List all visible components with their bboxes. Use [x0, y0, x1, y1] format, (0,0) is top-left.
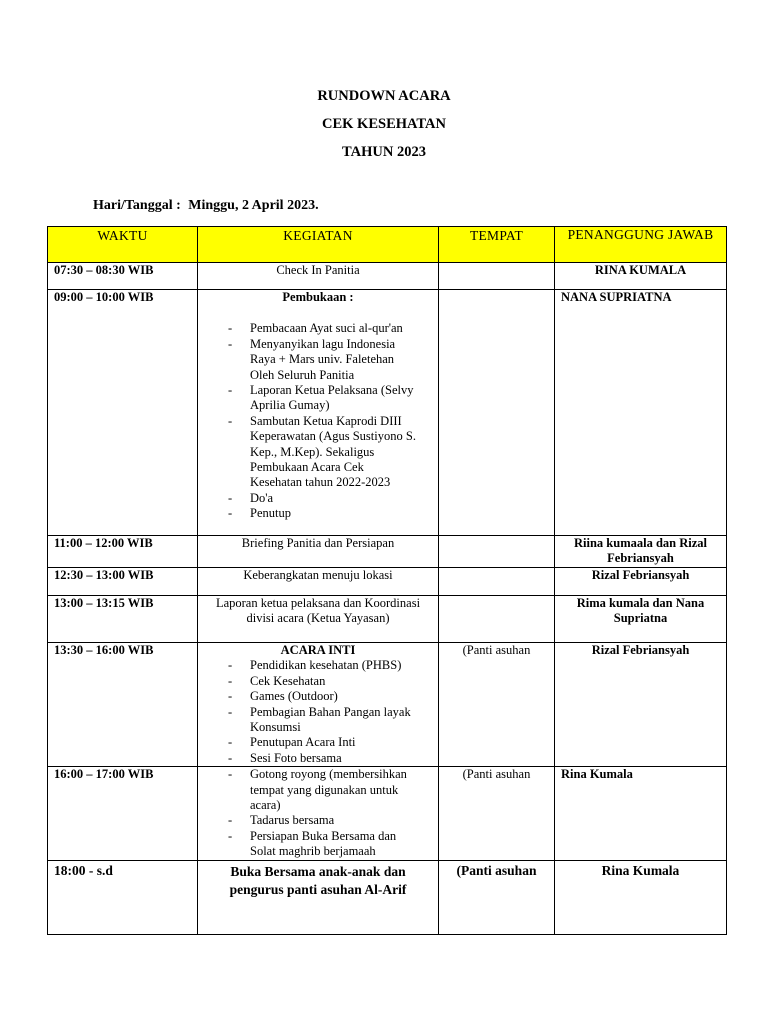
date-value: Minggu, 2 April 2023. — [188, 198, 319, 213]
list-item: - Tadarus bersama — [204, 813, 432, 828]
list-item: - Penutupan Acara Inti — [204, 735, 432, 750]
list-item: - Persiapan Buka Bersama dan Solat maghrib berjamaah — [204, 829, 432, 860]
list-item: - Sesi Foto bersama — [204, 751, 432, 766]
title-line-3: TAHUN 2023 — [342, 144, 426, 160]
header-tempat: TEMPAT — [439, 227, 555, 263]
header-penanggung-jawab: PENANGGUNG JAWAB — [555, 227, 727, 263]
activity-list — [204, 321, 432, 521]
activity-list — [204, 658, 432, 766]
list-item: - Penutup — [204, 506, 432, 521]
activity-list — [204, 767, 432, 859]
time-cell: 11:00 – 12:00 WIB — [48, 536, 198, 568]
place-cell — [439, 290, 555, 536]
list-item: - Pembacaan Ayat suci al-qur'an — [204, 321, 432, 336]
activity-cell: Keberangkatan menuju lokasi — [198, 568, 439, 596]
pic-cell: Rima kumala dan Nana Supriatna — [555, 596, 727, 643]
activity-cell — [198, 767, 439, 860]
date-label: Hari/Tanggal : — [93, 198, 181, 213]
pic-cell: RINA KUMALA — [555, 263, 727, 290]
list-item: - Cek Kesehatan — [204, 674, 432, 689]
list-item: - Games (Outdoor) — [204, 689, 432, 704]
pic-cell: Rina Kumala — [555, 767, 727, 860]
activity-title: Pembukaan : — [282, 290, 354, 304]
place-cell — [439, 596, 555, 643]
activity-cell: Check In Panitia — [198, 263, 439, 290]
date-line — [93, 198, 319, 214]
activity-cell: Briefing Panitia dan Persiapan — [198, 536, 439, 568]
header-kegiatan: KEGIATAN — [198, 227, 439, 263]
time-cell: 18:00 - s.d — [48, 860, 198, 934]
header-waktu: WAKTU — [48, 227, 198, 263]
place-cell: (Panti asuhan — [439, 643, 555, 767]
list-item: - Laporan Ketua Pelaksana (Selvy Aprilia Gumay) — [204, 383, 432, 414]
title-line-1: RUNDOWN ACARA — [317, 88, 451, 104]
activity-title: ACARA INTI — [280, 643, 356, 657]
pic-cell: NANA SUPRIATNA — [555, 290, 727, 536]
table-row — [48, 860, 727, 934]
activity-cell — [198, 643, 439, 767]
table-row — [48, 568, 727, 596]
place-cell: (Panti asuhan — [439, 767, 555, 860]
table-row — [48, 596, 727, 643]
time-cell: 12:30 – 13:00 WIB — [48, 568, 198, 596]
place-cell — [439, 263, 555, 290]
table-row — [48, 536, 727, 568]
time-cell: 16:00 – 17:00 WIB — [48, 767, 198, 860]
pic-cell: Rizal Febriansyah — [555, 643, 727, 767]
place-cell: (Panti asuhan — [439, 860, 555, 934]
document-title — [0, 86, 768, 170]
activity-cell: Buka Bersama anak-anak dan pengurus panti asuhan Al-Arif — [198, 860, 439, 934]
place-cell — [439, 568, 555, 596]
time-cell: 13:30 – 16:00 WIB — [48, 643, 198, 767]
activity-cell — [198, 290, 439, 536]
table-row — [48, 263, 727, 290]
table-row — [48, 767, 727, 860]
rundown-table — [47, 226, 727, 935]
table-header-row — [48, 227, 727, 263]
list-item: - Pembagian Bahan Pangan layak Konsumsi — [204, 705, 432, 736]
pic-cell: Riina kumaala dan Rizal Febriansyah — [555, 536, 727, 568]
title-line-2: CEK KESEHATAN — [322, 116, 446, 132]
pic-cell: Rizal Febriansyah — [555, 568, 727, 596]
place-cell — [439, 536, 555, 568]
list-item: - Sambutan Ketua Kaprodi DIII Keperawatan (Agus Sustiyono S. Kep., M.Kep). Sekaligus Pembukaan Acara Cek Kesehatan tahun 2022-2023 — [204, 414, 432, 491]
pic-cell: Rina Kumala — [555, 860, 727, 934]
activity-cell: Laporan ketua pelaksana dan Koordinasi divisi acara (Ketua Yayasan) — [198, 596, 439, 643]
list-item: - Gotong royong (membersihkan tempat yang digunakan untuk acara) — [204, 767, 432, 813]
list-item: - Pendidikan kesehatan (PHBS) — [204, 658, 432, 673]
time-cell: 09:00 – 10:00 WIB — [48, 290, 198, 536]
list-item: - Menyanyikan lagu Indonesia Raya + Mars univ. Faletehan Oleh Seluruh Panitia — [204, 337, 432, 383]
table-row — [48, 643, 727, 767]
table-row — [48, 290, 727, 536]
time-cell: 07:30 – 08:30 WIB — [48, 263, 198, 290]
list-item: - Do'a — [204, 491, 432, 506]
time-cell: 13:00 – 13:15 WIB — [48, 596, 198, 643]
